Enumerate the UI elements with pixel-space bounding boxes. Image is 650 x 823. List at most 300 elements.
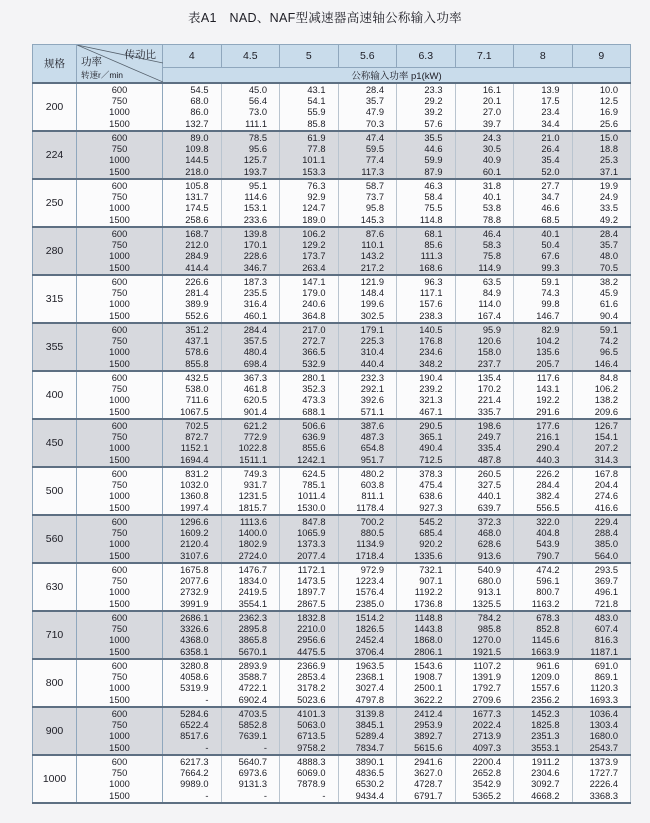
- power-cell: [163, 563, 222, 611]
- power-value: 75.8: [482, 251, 501, 262]
- table-row: [33, 83, 631, 131]
- power-value: 5289.4: [355, 731, 384, 742]
- power-value: 1120.3: [590, 683, 618, 694]
- power-label: 功率: [81, 56, 102, 68]
- power-value: 1911.2: [531, 757, 560, 767]
- power-value: 132.7: [185, 118, 209, 129]
- power-value: 148.4: [360, 288, 384, 299]
- power-value: 110.1: [361, 240, 384, 251]
- power-value: 56.4: [248, 96, 267, 107]
- power-cell: [280, 179, 339, 227]
- power-value: 1675.8: [180, 565, 209, 575]
- power-cell: [280, 659, 339, 707]
- power-value: 35.7: [599, 240, 618, 251]
- power-value: 135.6: [536, 347, 560, 358]
- power-value: 474.2: [536, 565, 560, 575]
- power-cell: [338, 419, 397, 467]
- power-value: 90.4: [599, 310, 618, 321]
- power-value: 225.3: [360, 336, 384, 347]
- power-cell: [280, 611, 339, 659]
- power-value: 1897.7: [297, 587, 326, 598]
- speed-value: 750: [111, 96, 128, 107]
- power-cell: [280, 515, 339, 563]
- power-value: 3554.1: [238, 598, 267, 609]
- power-cell: [280, 755, 339, 803]
- power-value: 346.7: [243, 262, 267, 273]
- power-value: 385.0: [594, 539, 618, 550]
- speed-value: 1000: [109, 539, 130, 550]
- power-value: 46.4: [482, 229, 501, 239]
- power-value: 335.7: [477, 406, 501, 417]
- power-value: 199.6: [360, 299, 384, 310]
- power-value: 461.8: [243, 384, 267, 395]
- power-value: 45.0: [248, 85, 267, 95]
- power-value: 31.8: [482, 181, 501, 191]
- power-value: 87.6: [365, 229, 384, 239]
- power-value: 23.3: [424, 85, 443, 95]
- speed-value: 1500: [109, 790, 130, 801]
- power-value: 99.3: [541, 262, 560, 273]
- power-value: 5640.7: [238, 757, 267, 767]
- power-cell: [221, 515, 280, 563]
- ratio-header-cell: 7.1: [455, 45, 514, 68]
- power-value: 1576.4: [355, 587, 384, 598]
- power-value: 40.9: [482, 155, 501, 166]
- power-value: 144.5: [185, 155, 209, 166]
- power-cell: [572, 755, 631, 803]
- power-cell: [280, 707, 339, 755]
- power-value: 2385.0: [355, 598, 384, 609]
- power-value: 21.0: [541, 133, 560, 143]
- power-value: 125.7: [243, 155, 267, 166]
- power-value: 176.8: [419, 336, 443, 347]
- power-value: 1694.4: [180, 454, 209, 465]
- power-value: 7639.1: [238, 731, 267, 742]
- power-value: 571.1: [360, 406, 384, 417]
- speed-cell: [77, 467, 163, 515]
- power-value: 217.0: [302, 325, 326, 335]
- power-value: 28.4: [365, 85, 384, 95]
- power-value: -: [263, 790, 267, 801]
- power-value: 1677.3: [472, 709, 501, 719]
- power-value: 913.1: [477, 587, 501, 598]
- power-value: 2732.9: [180, 587, 209, 598]
- power-cell: [514, 131, 573, 179]
- power-value: 1530.0: [297, 502, 326, 513]
- power-value: 2713.9: [472, 731, 501, 742]
- power-value: 2120.4: [180, 539, 209, 550]
- power-value: 46.3: [424, 181, 443, 191]
- power-cell: [572, 227, 631, 275]
- table-row: [33, 467, 631, 515]
- power-value: 880.5: [360, 528, 384, 539]
- power-value: 5615.6: [414, 742, 443, 753]
- speed-value: 600: [111, 133, 128, 143]
- power-value: 249.7: [477, 432, 501, 443]
- power-value: 1032.0: [180, 480, 209, 491]
- power-value: 3178.2: [297, 683, 326, 694]
- power-cell: [280, 275, 339, 323]
- power-value: 47.4: [365, 133, 384, 143]
- spec-header: 规格: [33, 45, 77, 84]
- power-value: 847.8: [302, 517, 326, 527]
- power-value: 290.4: [536, 443, 560, 454]
- power-cell: [455, 755, 514, 803]
- speed-cell: [77, 83, 163, 131]
- power-value: 437.1: [185, 336, 209, 347]
- power-value: 711.6: [185, 395, 209, 406]
- power-value: 603.8: [360, 480, 384, 491]
- power-value: 74.3: [541, 288, 560, 299]
- power-value: 101.1: [302, 155, 326, 166]
- power-cell: [280, 227, 339, 275]
- speed-value: 1500: [109, 550, 130, 561]
- power-value: 1557.6: [531, 683, 560, 694]
- power-value: 106.2: [302, 229, 326, 239]
- power-value: 4475.5: [297, 646, 326, 657]
- ratio-header-cell: 6.3: [397, 45, 456, 68]
- power-value: 129.2: [302, 240, 326, 251]
- power-value: 216.1: [536, 432, 560, 443]
- spec-cell: 315: [33, 275, 77, 323]
- power-value: 1514.2: [355, 613, 384, 623]
- power-value: 2893.9: [238, 661, 267, 671]
- speed-value: 750: [111, 720, 128, 731]
- power-value: 490.4: [419, 443, 443, 454]
- power-value: 712.5: [419, 454, 443, 465]
- power-value: 4058.6: [180, 672, 209, 683]
- power-value: 1223.4: [355, 576, 384, 587]
- power-value: 6902.4: [238, 694, 267, 705]
- power-value: 167.4: [477, 310, 501, 321]
- power-value: 145.3: [360, 214, 384, 225]
- power-value: 68.0: [190, 96, 209, 107]
- power-value: 2709.6: [472, 694, 501, 705]
- speed-value: 1500: [109, 262, 130, 273]
- power-value: 168.7: [185, 229, 209, 239]
- power-value: 487.8: [477, 454, 501, 465]
- power-value: 2953.9: [414, 720, 443, 731]
- power-cell: [280, 83, 339, 131]
- power-value: 58.7: [365, 181, 384, 191]
- power-value: 540.9: [477, 565, 501, 575]
- power-value: 1826.5: [355, 624, 384, 635]
- power-value: 187.3: [243, 277, 267, 287]
- power-cell: [163, 179, 222, 227]
- table-body: [33, 83, 631, 803]
- power-value: 4797.8: [355, 694, 384, 705]
- speed-value: 1000: [109, 779, 130, 790]
- power-value: 85.6: [424, 240, 443, 251]
- power-value: 24.9: [599, 192, 618, 203]
- power-cell: [338, 371, 397, 419]
- power-value: 607.4: [594, 624, 618, 635]
- speed-cell: [77, 659, 163, 707]
- power-value: 1303.4: [589, 720, 618, 731]
- power-cell: [280, 371, 339, 419]
- power-value: 364.8: [302, 310, 326, 321]
- power-value: 785.1: [302, 480, 326, 491]
- power-cell: [397, 419, 456, 467]
- spec-cell: 710: [33, 611, 77, 659]
- power-value: 209.6: [594, 406, 618, 417]
- power-value: 170.1: [243, 240, 267, 251]
- power-cell: [572, 659, 631, 707]
- power-cell: [163, 275, 222, 323]
- speed-cell: [77, 755, 163, 803]
- power-cell: [397, 755, 456, 803]
- power-value: 114.9: [478, 262, 501, 273]
- spec-cell: 560: [33, 515, 77, 563]
- power-value: 13.9: [541, 85, 560, 95]
- power-value: 920.2: [419, 539, 443, 550]
- power-value: 688.1: [302, 406, 326, 417]
- power-value: 6522.4: [180, 720, 209, 731]
- power-value: 143.1: [536, 384, 560, 395]
- table-row: [33, 227, 631, 275]
- power-cell: [455, 611, 514, 659]
- power-value: 258.6: [185, 214, 209, 225]
- power-value: 37.1: [599, 166, 618, 177]
- power-value: 1693.3: [589, 694, 618, 705]
- power-cell: [572, 611, 631, 659]
- power-cell: [163, 131, 222, 179]
- power-value: 53.8: [482, 203, 501, 214]
- power-cell: [572, 179, 631, 227]
- power-cell: [280, 131, 339, 179]
- power-value: 70.5: [599, 262, 618, 273]
- power-value: 2356.2: [531, 694, 560, 705]
- power-value: 293.5: [594, 565, 618, 575]
- power-value: 78.5: [248, 133, 267, 143]
- power-cell: [221, 467, 280, 515]
- power-value: 460.1: [243, 310, 267, 321]
- power-value: 146.7: [536, 310, 560, 321]
- power-cell: [163, 83, 222, 131]
- power-value: 372.3: [477, 517, 501, 527]
- power-value: 6973.6: [238, 768, 267, 779]
- table-title: 表A1 NAD、NAF型减速器高速轴公称输入功率: [188, 11, 462, 25]
- power-value: 951.7: [360, 454, 384, 465]
- power-cell: [338, 179, 397, 227]
- power-value: 2500.1: [414, 683, 443, 694]
- power-value: 237.7: [477, 358, 501, 369]
- speed-cell: [77, 707, 163, 755]
- power-cell: [514, 755, 573, 803]
- power-value: 78.8: [482, 214, 501, 225]
- power-value: 40.1: [541, 229, 560, 239]
- power-value: 2304.6: [531, 768, 560, 779]
- power-value: 34.7: [541, 192, 560, 203]
- power-value: 9434.4: [355, 790, 384, 801]
- power-value: 927.3: [419, 502, 443, 513]
- spec-cell: 400: [33, 371, 77, 419]
- power-value: 50.4: [541, 240, 560, 251]
- ratio-label: 传动比: [124, 49, 156, 61]
- power-value: 168.6: [419, 262, 443, 273]
- power-value: 16.9: [599, 107, 618, 118]
- power-value: 691.0: [594, 661, 618, 671]
- power-value: -: [205, 742, 209, 753]
- power-cell: [572, 371, 631, 419]
- power-cell: [221, 707, 280, 755]
- power-value: 596.1: [536, 576, 560, 587]
- speed-value: 1500: [109, 598, 130, 609]
- power-value: 636.9: [302, 432, 326, 443]
- ratio-header-cell: 4: [163, 45, 222, 68]
- power-value: 3588.7: [238, 672, 267, 683]
- power-value: 3092.7: [531, 779, 560, 790]
- power-cell: [163, 755, 222, 803]
- power-cell: [514, 275, 573, 323]
- power-cell: [397, 611, 456, 659]
- power-value: 15.0: [599, 133, 618, 143]
- power-cell: [455, 467, 514, 515]
- power-value: 6791.7: [414, 790, 443, 801]
- power-value: 7834.7: [355, 742, 384, 753]
- power-value: 483.0: [594, 613, 618, 623]
- power-value: 3107.6: [180, 550, 209, 561]
- power-cell: [397, 227, 456, 275]
- power-cell: [221, 83, 280, 131]
- power-value: 721.8: [594, 598, 618, 609]
- speed-value: 600: [111, 181, 128, 191]
- power-value: 4097.3: [472, 742, 501, 753]
- table-row: [33, 131, 631, 179]
- power-value: 913.6: [477, 550, 501, 561]
- power-value: 1609.2: [180, 528, 209, 539]
- power-value: 240.6: [302, 299, 326, 310]
- power-cell: [397, 515, 456, 563]
- power-value: 2686.1: [180, 613, 209, 623]
- power-cell: [338, 659, 397, 707]
- speed-cell: [77, 323, 163, 371]
- power-value: 34.4: [541, 118, 560, 129]
- power-value: 228.6: [243, 251, 267, 262]
- power-value: 96.5: [599, 347, 618, 358]
- speed-value: 1500: [109, 358, 130, 369]
- power-cell: [514, 323, 573, 371]
- power-cell: [338, 131, 397, 179]
- power-value: 327.5: [477, 480, 501, 491]
- ratio-header-row: [33, 45, 631, 68]
- power-value: 387.6: [360, 421, 384, 431]
- power-value: 27.7: [541, 181, 560, 191]
- power-value: 58.4: [424, 192, 443, 203]
- power-value: 19.9: [599, 181, 618, 191]
- table-row: [33, 323, 631, 371]
- power-value: 221.4: [477, 395, 501, 406]
- power-cell: [572, 419, 631, 467]
- power-value: 3865.8: [238, 635, 267, 646]
- power-cell: [397, 179, 456, 227]
- power-value: 367.3: [243, 373, 267, 383]
- power-cell: [221, 131, 280, 179]
- power-cell: [221, 179, 280, 227]
- power-cell: [455, 659, 514, 707]
- power-value: 496.1: [594, 587, 618, 598]
- speed-value: 750: [111, 768, 128, 779]
- power-value: 2362.3: [238, 613, 267, 623]
- power-value: 901.4: [243, 406, 267, 417]
- power-value: 2412.4: [414, 709, 443, 719]
- power-value: 1325.5: [472, 598, 501, 609]
- speed-value: 750: [111, 192, 128, 203]
- speed-value: 1000: [109, 635, 130, 646]
- speed-value: 1000: [109, 251, 130, 262]
- power-cell: [455, 515, 514, 563]
- speed-value: 1000: [109, 347, 130, 358]
- power-cell: [514, 419, 573, 467]
- power-value: 316.4: [243, 299, 267, 310]
- power-value: 1391.9: [472, 672, 501, 683]
- power-value: 1134.9: [356, 539, 384, 550]
- power-value: 3706.4: [355, 646, 384, 657]
- power-value: 532.9: [302, 358, 326, 369]
- power-value: 55.9: [307, 107, 326, 118]
- table-row: [33, 707, 631, 755]
- power-value: 389.9: [185, 299, 209, 310]
- power-value: 43.1: [307, 85, 326, 95]
- power-value: 17.5: [541, 96, 560, 107]
- power-value: 1011.4: [297, 491, 326, 502]
- speed-value: 1500: [109, 166, 130, 177]
- power-cell: [221, 563, 280, 611]
- power-value: 292.1: [360, 384, 384, 395]
- power-value: 4368.0: [180, 635, 209, 646]
- power-cell: [163, 515, 222, 563]
- power-value: 1663.9: [531, 646, 560, 657]
- power-value: 9131.3: [238, 779, 267, 790]
- power-value: 7878.9: [297, 779, 326, 790]
- power-value: 131.7: [185, 192, 209, 203]
- power-cell: [338, 755, 397, 803]
- speed-value: 600: [111, 229, 128, 239]
- power-value: 4836.5: [355, 768, 384, 779]
- power-value: 5023.6: [297, 694, 326, 705]
- power-value: 1792.7: [472, 683, 501, 694]
- power-cell: [455, 419, 514, 467]
- power-cell: [280, 323, 339, 371]
- power-value: 35.7: [365, 96, 384, 107]
- power-value: 67.6: [541, 251, 560, 262]
- speed-value: 600: [111, 325, 128, 335]
- power-cell: [455, 371, 514, 419]
- ratio-header-cell: 5: [280, 45, 339, 68]
- power-cell: [280, 467, 339, 515]
- power-value: 238.3: [419, 310, 443, 321]
- power-cell: [338, 275, 397, 323]
- table-row: [33, 611, 631, 659]
- power-value: 109.8: [185, 144, 209, 155]
- speed-value: 1500: [109, 742, 130, 753]
- power-value: 30.5: [482, 144, 501, 155]
- power-value: 468.0: [477, 528, 501, 539]
- power-value: 63.5: [482, 277, 501, 287]
- power-value: 578.6: [185, 347, 209, 358]
- power-value: 60.1: [482, 166, 501, 177]
- power-value: 6217.3: [180, 757, 209, 767]
- power-cell: [572, 275, 631, 323]
- power-value: 38.2: [599, 277, 618, 287]
- power-value: 467.1: [419, 406, 443, 417]
- power-value: 1727.7: [589, 768, 618, 779]
- power-cell: [514, 227, 573, 275]
- power-value: 321.3: [419, 395, 443, 406]
- power-value: 628.6: [477, 539, 501, 550]
- power-value: 348.2: [419, 358, 443, 369]
- power-value: 174.5: [185, 203, 209, 214]
